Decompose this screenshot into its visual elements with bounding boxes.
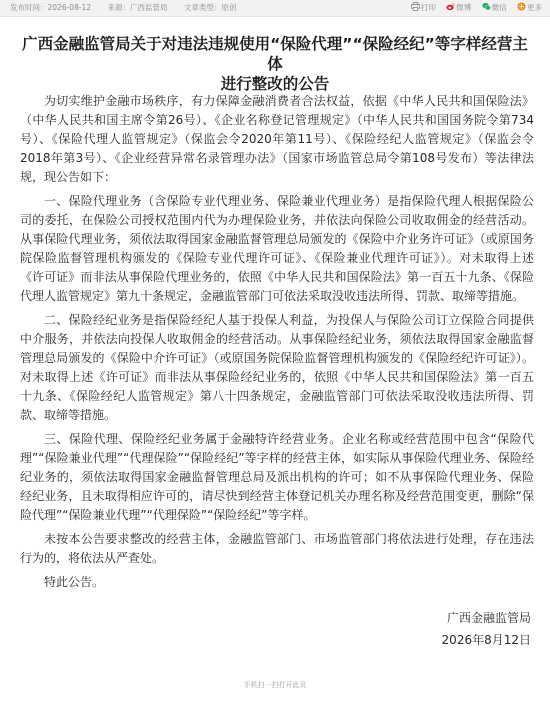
publish-label: 发布时间： <box>10 3 48 12</box>
source-label: 来源： <box>107 3 130 12</box>
weibo-icon <box>446 2 455 11</box>
print-button[interactable] <box>411 0 436 16</box>
article-meta-bar <box>0 0 550 17</box>
article-meta <box>10 0 250 16</box>
wechat-icon <box>482 2 491 11</box>
type-value: 原创 <box>221 3 237 12</box>
notice-body <box>20 92 534 597</box>
more-share-button[interactable] <box>517 0 542 16</box>
clause-1-paragraph: 一、保险代理业务（含保险专业代理业务、保险兼业代理业务）是指保险代理人根据保险公司的委托，在保险公司授权范围内代为办理保险业务，并依法向保险公司收取佣金的经营活动。从事保险代理业务，须依法取得国家金融监督管理总局颁发的《保险中介业务许可证》（或原国务院保险监督管理机构颁发的《保险专业代理许可证》、《保险兼业代理许可证》）。对未取得上述《许可证》而非法从事保险代理业务的，依照《中华人民共和国保险法》第一百五十九条、《保险代理人监管规定》第九十条规定，金融监管部门可依法采取没收违法所得、罚款、取缔等措施。 <box>20 194 534 303</box>
qr-hint: 手机扫一扫打开此页 <box>243 681 307 689</box>
enforcement-paragraph: 未按本公告要求整改的经营主体，金融监管部门、市场监管部门将依法进行处理，存在违法行为的，将依法从严查处。 <box>20 532 534 565</box>
printer-icon <box>411 2 420 11</box>
clause-2-paragraph: 二、保险经纪业务是指保险经纪人基于投保人利益，为投保人与保险公司订立保险合同提供中介服务，并依法向投保人收取佣金的经营活动。从事保险经纪业务，须依法取得国家金融监督管理总局颁发的《保险中介许可证》（或原国务院保险监督管理机构颁发的《保险经纪许可证》）。对未取得上述《许可证》而非法从事保险经纪业务的，依照《中华人民共和国保险法》第一百五十九条、《保险经纪人监管规定》第八十四条规定，金融监管部门可依法采取没收违法所得、罚款、取缔等措施。 <box>20 313 534 422</box>
publish-value: 2026-08-12 <box>47 3 92 12</box>
intro-paragraph: 为切实维护金融市场秩序，有力保障金融消费者合法权益，依据《中华人民共和国保险法》（中华人民共和国主席令第26号）、《企业名称登记管理规定》（中华人民共和国国务院令第734号）、《保险代理人监管规定》（保监会令2020年第11号）、《保险经纪人监管规定》（保监会令2018年第3号）、《企业经营异常名录管理办法》（国家市场监管总局令第108号发布）等法律法规，现公告如下： <box>20 94 534 184</box>
wechat-label: 微信 <box>491 3 507 12</box>
source-value: 广西监管局 <box>129 3 168 12</box>
notice-title-line-1: 广西金融监管局关于对违法违规使用“保险代理”“保险经纪”等字样经营主体 <box>22 35 528 73</box>
signature-org: 广西金融监管局 <box>446 611 531 625</box>
signature-date: 2026年8月12日 <box>441 633 531 647</box>
closing-paragraph: 特此公告。 <box>44 575 105 589</box>
more-label: 更多 <box>527 3 542 12</box>
print-label: 打印 <box>420 3 436 12</box>
weibo-share-button[interactable] <box>446 0 471 16</box>
notice-title <box>20 34 530 94</box>
weibo-label: 微博 <box>456 3 472 12</box>
clause-3-paragraph: 三、保险代理、保险经纪业务属于金融特许经营业务。企业名称或经营范围中包含“保险代理”“保险兼业代理”“代理保险”“保险经纪”等字样的经营主体，如实际从事保险代理业务、保险经纪业务的，须依法取得国家金融监督管理总局及派出机构的许可；如不从事保险代理业务、保险经纪业务，且未取得相应许可的，请尽快到经营主体登记机关办理名称及经营范围变更，删除“保险代理”“保险兼业代理”“代理保险”“保险经纪”等字样。 <box>20 432 534 522</box>
article-source <box>107 3 167 12</box>
type-label: 文章类型： <box>183 3 222 12</box>
wechat-share-button[interactable] <box>482 0 507 16</box>
publish-date <box>10 3 91 12</box>
plus-icon <box>517 2 526 11</box>
article-type <box>184 3 237 12</box>
notice-title-line-2: 进行整改的公告 <box>220 75 330 93</box>
share-actions <box>403 0 542 16</box>
